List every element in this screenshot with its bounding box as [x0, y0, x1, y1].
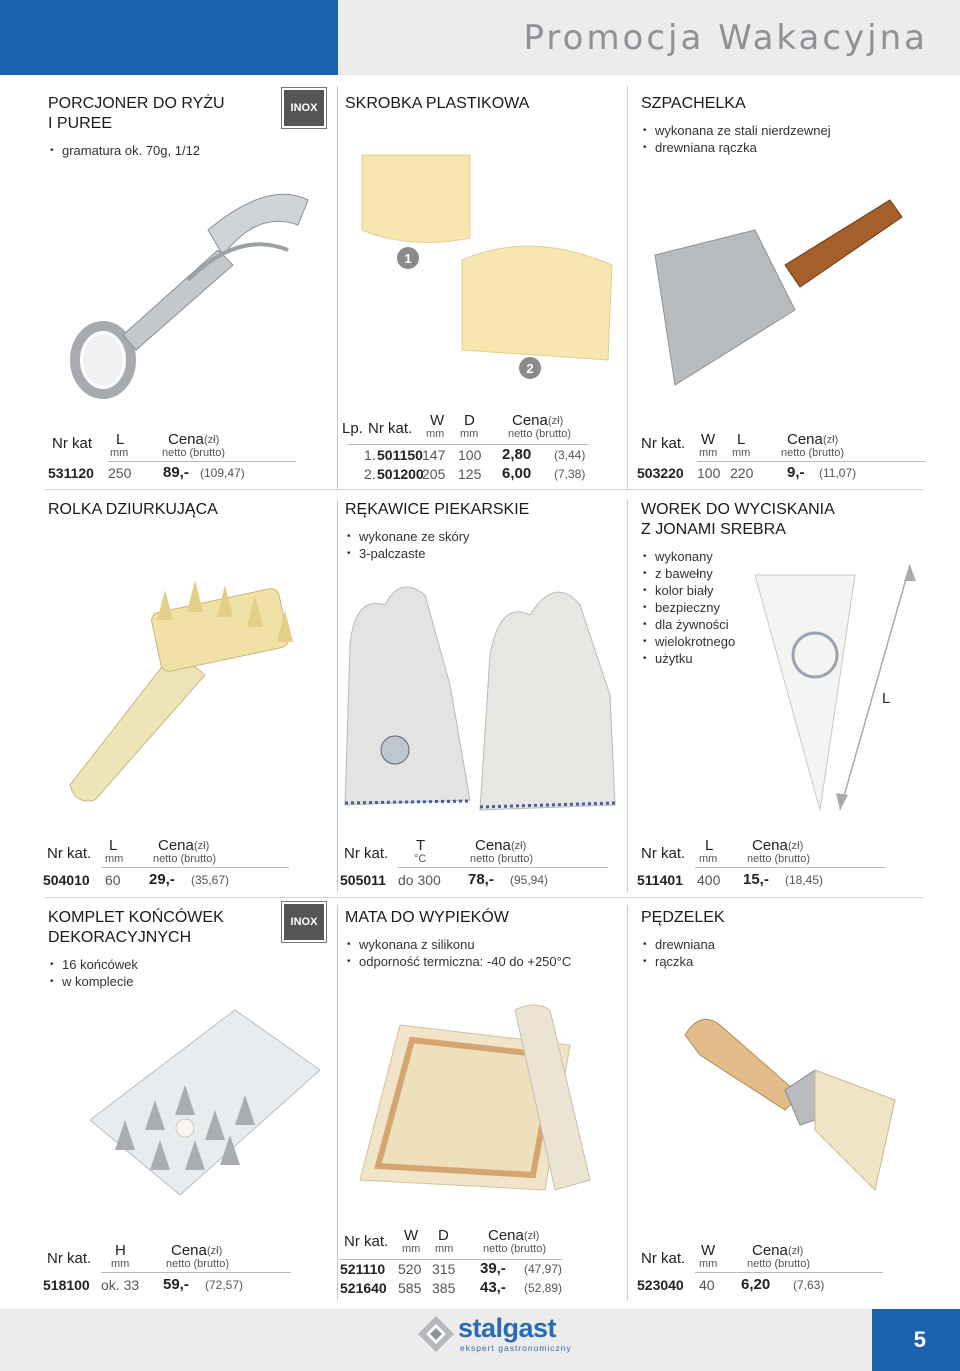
price-netto: 39,- — [480, 1260, 506, 1277]
product-title: KOMPLET KOŃCÓWEK — [48, 909, 224, 926]
dimension-label: L — [882, 690, 891, 707]
brand-tagline: ekspert gastronomiczny — [460, 1343, 572, 1353]
col-header: Nr kat. — [344, 1233, 389, 1250]
catalog-number: 504010 — [43, 872, 90, 888]
catalog-number: 521640 — [340, 1280, 387, 1296]
badge-number: 2 — [519, 357, 541, 379]
column-divider — [627, 500, 628, 892]
product-pedzelek — [641, 908, 931, 970]
product-szpachelka — [641, 94, 941, 156]
row-number: 1. — [364, 447, 376, 463]
col-header: Nr kat. — [344, 845, 389, 862]
product-title: I PUREE — [48, 115, 113, 132]
product-porcjoner — [48, 94, 288, 159]
width-value: 205 — [422, 466, 446, 482]
feature-item: • wykonana ze stali nierdzewnej — [641, 122, 941, 139]
depth-value: 315 — [432, 1261, 456, 1277]
col-header: Cena — [787, 431, 823, 448]
feature-item: • 3-palczaste — [345, 545, 620, 562]
feature-list — [48, 142, 288, 159]
price-netto: 29,- — [149, 871, 175, 888]
price-netto: 6,00 — [502, 465, 532, 482]
product-title: MATA DO WYPIEKÓW — [345, 909, 509, 926]
col-unit: mm — [460, 428, 479, 440]
col-header: Cena — [158, 837, 194, 854]
col-unit: °C — [414, 853, 427, 865]
catalog-number: 501150 — [377, 447, 423, 463]
column-divider — [337, 86, 338, 491]
feature-item: • wykonane ze skóry — [345, 528, 620, 545]
column-divider — [337, 500, 338, 892]
product-title: DEKORACYJNYCH — [48, 929, 192, 946]
depth-value: 125 — [458, 466, 482, 482]
col-unit: mm — [732, 447, 751, 459]
catalog-number: 523040 — [637, 1277, 684, 1293]
col-unit: (zł) — [204, 434, 220, 446]
column-divider — [627, 86, 628, 491]
col-header: Cena — [168, 431, 204, 448]
col-unit: netto (brutto) — [781, 447, 844, 459]
width-value: 40 — [699, 1277, 715, 1293]
col-unit: mm — [426, 428, 445, 440]
spec-table — [48, 425, 298, 485]
spatula-image — [650, 195, 910, 400]
col-header: Nr kat. — [47, 845, 92, 862]
length-value: 60 — [105, 872, 121, 888]
feature-item: • w komplecie — [48, 973, 288, 990]
col-header: Nr kat. — [641, 845, 686, 862]
feature-item: • bezpieczny — [641, 599, 931, 616]
length-value: 220 — [730, 465, 754, 481]
ice-cream-scoop-image — [48, 170, 318, 410]
piping-bag-image — [740, 555, 930, 825]
catalog-number: 505011 — [340, 872, 386, 888]
feature-item: • wykonana z silikonu — [345, 936, 620, 953]
price-netto: 15,- — [743, 871, 769, 888]
price-netto: 2,80 — [502, 446, 532, 463]
header-accent — [0, 0, 338, 75]
spec-table — [43, 1240, 293, 1300]
row-number: 2. — [364, 466, 376, 482]
col-unit: netto (brutto) — [153, 853, 216, 865]
price-brutto: (3,44) — [554, 448, 586, 462]
feature-list — [345, 528, 620, 562]
col-header: W — [404, 1227, 419, 1244]
width-value: 585 — [398, 1280, 422, 1296]
price-brutto: (109,47) — [200, 466, 245, 480]
col-header: Lp. — [342, 420, 363, 437]
feature-item: • wykonany — [641, 548, 931, 565]
product-title: SZPACHELKA — [641, 95, 746, 112]
col-unit: netto (brutto) — [470, 853, 533, 865]
spec-table — [43, 835, 293, 895]
col-unit: (zł) — [788, 840, 804, 852]
product-title: WOREK DO WYCISKANIA — [641, 501, 835, 518]
col-unit: netto (brutto) — [166, 1258, 229, 1270]
product-title: Z JONAMI SREBRA — [641, 521, 786, 538]
col-unit: netto (brutto) — [747, 853, 810, 865]
dough-docker-image — [55, 580, 315, 810]
product-komplet — [48, 908, 288, 990]
col-header: Cena — [488, 1227, 524, 1244]
spec-table — [637, 425, 927, 485]
price-brutto: (35,67) — [191, 873, 230, 887]
spec-table — [340, 410, 610, 490]
width-value: 147 — [422, 447, 446, 463]
piping-tips-image — [85, 1000, 325, 1200]
length-value: 250 — [108, 465, 132, 481]
col-unit: (zł) — [788, 1245, 804, 1257]
product-rolka — [48, 500, 328, 520]
col-header: Nr kat — [52, 435, 93, 452]
col-unit: mm — [110, 447, 129, 459]
feature-list — [48, 956, 288, 990]
feature-item: • kolor biały — [641, 582, 931, 599]
width-value: 100 — [697, 465, 721, 481]
price-brutto: (7,38) — [554, 467, 586, 481]
price-netto: 6,20 — [741, 1276, 771, 1293]
col-unit: mm — [435, 1243, 454, 1255]
feature-item: • 16 końcówek — [48, 956, 288, 973]
column-divider — [337, 905, 338, 1300]
col-header: D — [464, 412, 475, 429]
baking-mat-image — [350, 1000, 615, 1200]
col-unit: netto (brutto) — [162, 447, 225, 459]
feature-item: • drewniana — [641, 936, 931, 953]
product-rekawice — [345, 500, 620, 562]
catalog-number: 521110 — [340, 1261, 386, 1277]
length-value: 400 — [697, 872, 721, 888]
feature-item: • z bawełny — [641, 565, 931, 582]
feature-list — [641, 936, 931, 970]
depth-value: 100 — [458, 447, 482, 463]
col-header: H — [115, 1242, 126, 1259]
col-unit: netto (brutto) — [483, 1243, 546, 1255]
price-netto: 89,- — [163, 464, 189, 481]
product-title: PORCJONER DO RYŻU — [48, 95, 225, 112]
feature-item: • wielokrotnego — [641, 633, 931, 650]
catalog-number: 503220 — [637, 465, 684, 481]
feature-item: • dla żywności — [641, 616, 931, 633]
stalgast-logo-icon — [418, 1316, 454, 1352]
feature-item: • użytku — [641, 650, 931, 667]
col-header: Nr kat. — [641, 1250, 686, 1267]
feature-item: • drewniana rączka — [641, 139, 941, 156]
col-unit: mm — [699, 447, 718, 459]
col-header: Cena — [752, 837, 788, 854]
price-netto: 43,- — [480, 1279, 506, 1296]
scraper-image — [350, 150, 620, 370]
gloves-image — [340, 565, 625, 815]
col-unit: (zł) — [511, 840, 527, 852]
price-brutto: (11,07) — [819, 466, 857, 480]
catalog-number: 511401 — [637, 872, 683, 888]
product-mata — [345, 908, 620, 970]
catalog-number: 501200 — [377, 466, 424, 482]
inox-badge: INOX — [282, 88, 326, 128]
col-header: D — [438, 1227, 449, 1244]
col-header: W — [701, 431, 716, 448]
col-header: Nr kat. — [47, 1250, 92, 1267]
spec-table — [637, 1240, 887, 1300]
spec-table — [340, 835, 610, 895]
price-netto: 78,- — [468, 871, 494, 888]
feature-item: • rączka — [641, 953, 931, 970]
product-title: PĘDZELEK — [641, 909, 725, 926]
spec-table — [637, 835, 907, 895]
col-unit: (zł) — [207, 1245, 223, 1257]
price-brutto: (95,94) — [510, 873, 549, 887]
col-header: Cena — [475, 837, 511, 854]
badge-number: 1 — [397, 247, 419, 269]
col-unit: mm — [111, 1258, 130, 1270]
feature-list — [345, 936, 620, 970]
col-header: L — [705, 837, 714, 854]
col-header: Nr kat. — [641, 435, 686, 452]
pastry-brush-image — [680, 995, 910, 1195]
col-header: T — [416, 837, 426, 854]
product-title: RĘKAWICE PIEKARSKIE — [345, 501, 530, 518]
col-header: Nr kat. — [368, 420, 413, 437]
col-header: Cena — [512, 412, 548, 429]
price-netto: 59,- — [163, 1276, 189, 1293]
catalog-number: 531120 — [48, 465, 94, 481]
feature-item: • odporność termiczna: -40 do +250°C — [345, 953, 620, 970]
product-skrobka — [345, 94, 615, 114]
price-brutto: (52,89) — [524, 1281, 563, 1295]
col-header: L — [737, 431, 746, 448]
col-unit: mm — [105, 853, 124, 865]
col-header: W — [701, 1242, 716, 1259]
col-unit: mm — [699, 853, 718, 865]
col-unit: (zł) — [194, 840, 210, 852]
page-title: Promocja Wakacyjna — [523, 18, 928, 58]
product-title: SKROBKA PLASTIKOWA — [345, 95, 530, 112]
col-header: Cena — [752, 1242, 788, 1259]
column-divider — [627, 905, 628, 1300]
product-title: ROLKA DZIURKUJĄCA — [48, 501, 218, 518]
price-brutto: (72,57) — [205, 1278, 244, 1292]
col-unit: netto (brutto) — [747, 1258, 810, 1270]
price-brutto: (47,97) — [524, 1262, 563, 1276]
width-value: 520 — [398, 1261, 422, 1277]
col-header: L — [109, 837, 118, 854]
col-unit: mm — [699, 1258, 718, 1270]
feature-list — [641, 122, 941, 156]
page-number: 5 — [872, 1309, 960, 1371]
col-unit: (zł) — [548, 415, 564, 427]
col-header: L — [116, 431, 125, 448]
col-header: Cena — [171, 1242, 207, 1259]
price-brutto: (7,63) — [793, 1278, 825, 1292]
col-unit: netto (brutto) — [508, 428, 571, 440]
catalog-number: 518100 — [43, 1277, 90, 1293]
height-value: ok. 33 — [101, 1277, 140, 1293]
temperature-value: do 300 — [398, 872, 441, 888]
col-unit: (zł) — [823, 434, 839, 446]
inox-badge: INOX — [282, 902, 326, 942]
feature-item: • gramatura ok. 70g, 1/12 — [48, 142, 288, 159]
price-netto: 9,- — [787, 464, 805, 481]
depth-value: 385 — [432, 1280, 456, 1296]
col-unit: (zł) — [524, 1230, 540, 1242]
col-unit: mm — [402, 1243, 421, 1255]
price-brutto: (18,45) — [785, 873, 824, 887]
brand-name: stalgast — [458, 1313, 557, 1343]
spec-table — [340, 1225, 610, 1305]
col-header: W — [430, 412, 445, 429]
